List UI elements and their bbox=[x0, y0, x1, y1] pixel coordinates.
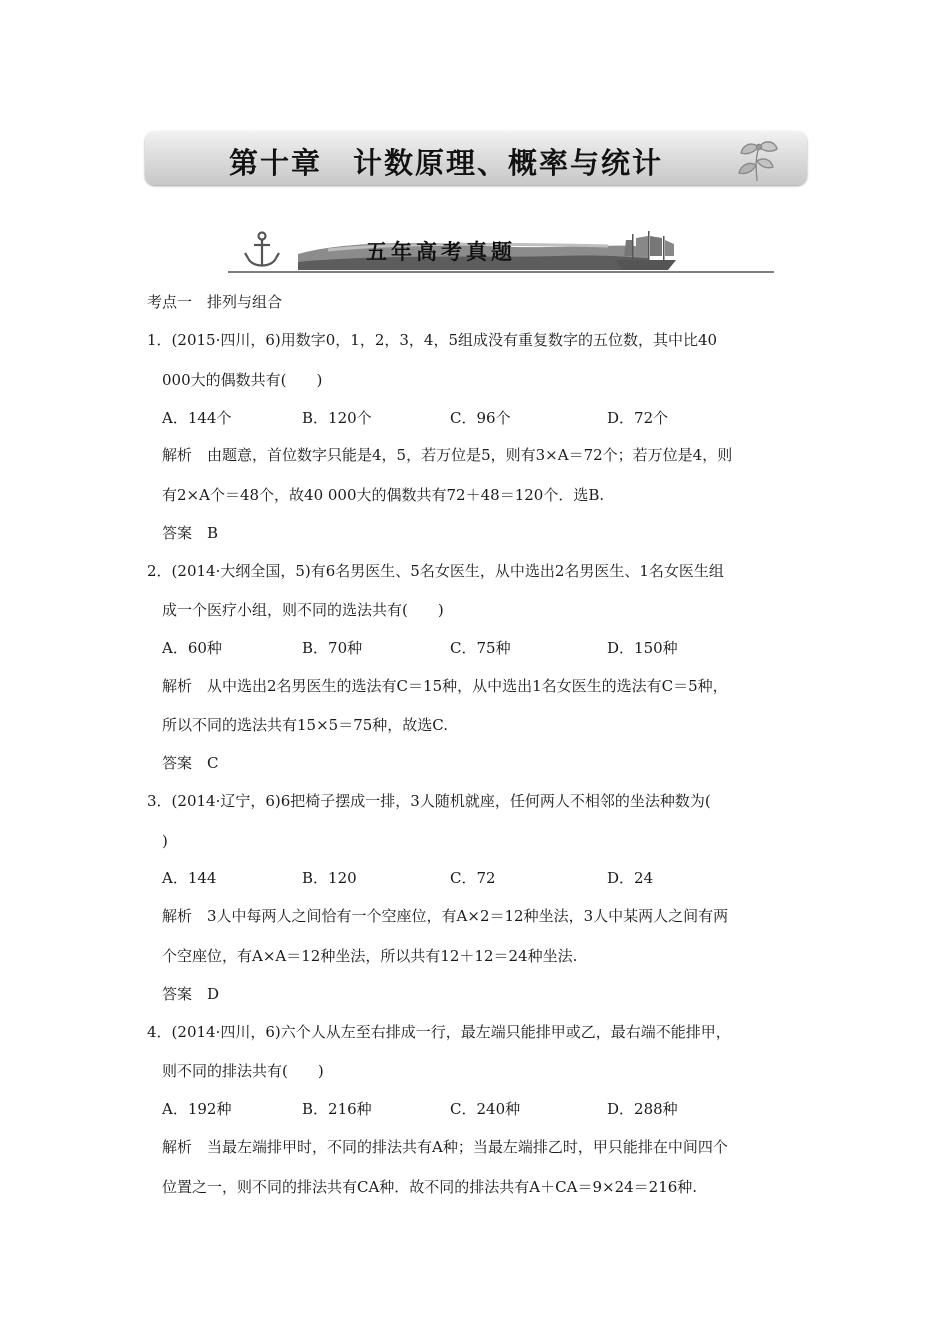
question-4-option-b: B．216种 bbox=[302, 1100, 372, 1118]
question-2-option-b: B．70种 bbox=[302, 639, 363, 657]
question-4-option-a: A．192种 bbox=[162, 1100, 232, 1118]
question-3-stem-line-2: ) bbox=[162, 832, 168, 850]
question-2-analysis-line-1: 解析 从中选出2名男医生的选法有C＝15种，从中选出1名女医生的选法有C＝5种， bbox=[162, 677, 728, 695]
topic-heading: 考点一 排列与组合 bbox=[147, 293, 283, 311]
question-3-option-d: D．24 bbox=[607, 869, 654, 887]
question-3-analysis-line-2: 个空座位，有A×A＝12种坐法，所以共有12＋12＝24种坐法. bbox=[162, 947, 578, 965]
question-2-option-a: A．60种 bbox=[162, 639, 222, 657]
section-header bbox=[228, 228, 774, 274]
question-3-analysis-line-1: 解析 3人中每两人之间恰有一个空座位，有A×2＝12种坐法，3人中某两人之间有两 bbox=[162, 907, 729, 925]
question-2-answer: 答案 C bbox=[162, 754, 219, 772]
question-1-stem-line-2: 000大的偶数共有( ) bbox=[162, 371, 323, 389]
question-1-stem-line-1: 1．(2015·四川，6)用数字0，1，2，3，4，5组成没有重复数字的五位数，其中比40 bbox=[147, 331, 718, 349]
section-title: 五年高考真题 bbox=[366, 240, 516, 264]
question-4-analysis-line-1: 解析 当最左端排甲时，不同的排法共有A种；当最左端排乙时，甲只能排在中间四个 bbox=[162, 1138, 728, 1156]
question-2-analysis-line-2: 所以不同的选法共有15×5＝75种，故选C. bbox=[162, 716, 448, 734]
question-4-analysis-line-2: 位置之一，则不同的排法共有CA种．故不同的排法共有A＋CA＝9×24＝216种. bbox=[162, 1178, 698, 1196]
chapter-banner bbox=[145, 131, 807, 185]
question-1-analysis-line-1: 解析 由题意，首位数字只能是4，5，若万位是5，则有3×A＝72个；若万位是4，则 bbox=[162, 446, 733, 464]
question-1-analysis-line-2: 有2×A个＝48个，故40 000大的偶数共有72＋48＝120个．选B. bbox=[162, 486, 605, 504]
anchor-icon bbox=[245, 233, 279, 267]
flower-decoration-icon bbox=[729, 135, 785, 183]
question-3-stem-line-1: 3．(2014·辽宁，6)6把椅子摆成一排，3人随机就座，任何两人不相邻的坐法种数为( bbox=[147, 792, 711, 810]
question-3-option-a: A．144 bbox=[162, 869, 217, 887]
question-1-option-a: A．144个 bbox=[162, 409, 232, 427]
question-1-option-b: B．120个 bbox=[302, 409, 372, 427]
question-3-option-b: B．120 bbox=[302, 869, 357, 887]
sailing-ship-icon bbox=[616, 231, 676, 270]
question-1-option-d: D．72个 bbox=[607, 409, 669, 427]
question-3-option-c: C．72 bbox=[450, 869, 496, 887]
question-4-stem-line-2: 则不同的排法共有( ) bbox=[162, 1062, 324, 1080]
question-4-stem-line-1: 4．(2014·四川，6)六个人从左至右排成一行，最左端只能排甲或乙，最右端不能排甲， bbox=[147, 1023, 731, 1041]
question-2-option-c: C．75种 bbox=[450, 639, 511, 657]
question-2-option-d: D．150种 bbox=[607, 639, 678, 657]
question-4-option-d: D．288种 bbox=[607, 1100, 678, 1118]
question-2-stem-line-2: 成一个医疗小组，则不同的选法共有( ) bbox=[162, 601, 444, 619]
question-3-answer: 答案 D bbox=[162, 985, 220, 1003]
question-4-option-c: C．240种 bbox=[450, 1100, 521, 1118]
chapter-title: 第十章 计数原理、概率与统计 bbox=[228, 146, 663, 180]
question-2-stem-line-1: 2．(2014·大纲全国，5)有6名男医生、5名女医生，从中选出2名男医生、1名女医生组 bbox=[147, 562, 724, 580]
question-1-answer: 答案 B bbox=[162, 524, 219, 542]
question-1-option-c: C．96个 bbox=[450, 409, 511, 427]
